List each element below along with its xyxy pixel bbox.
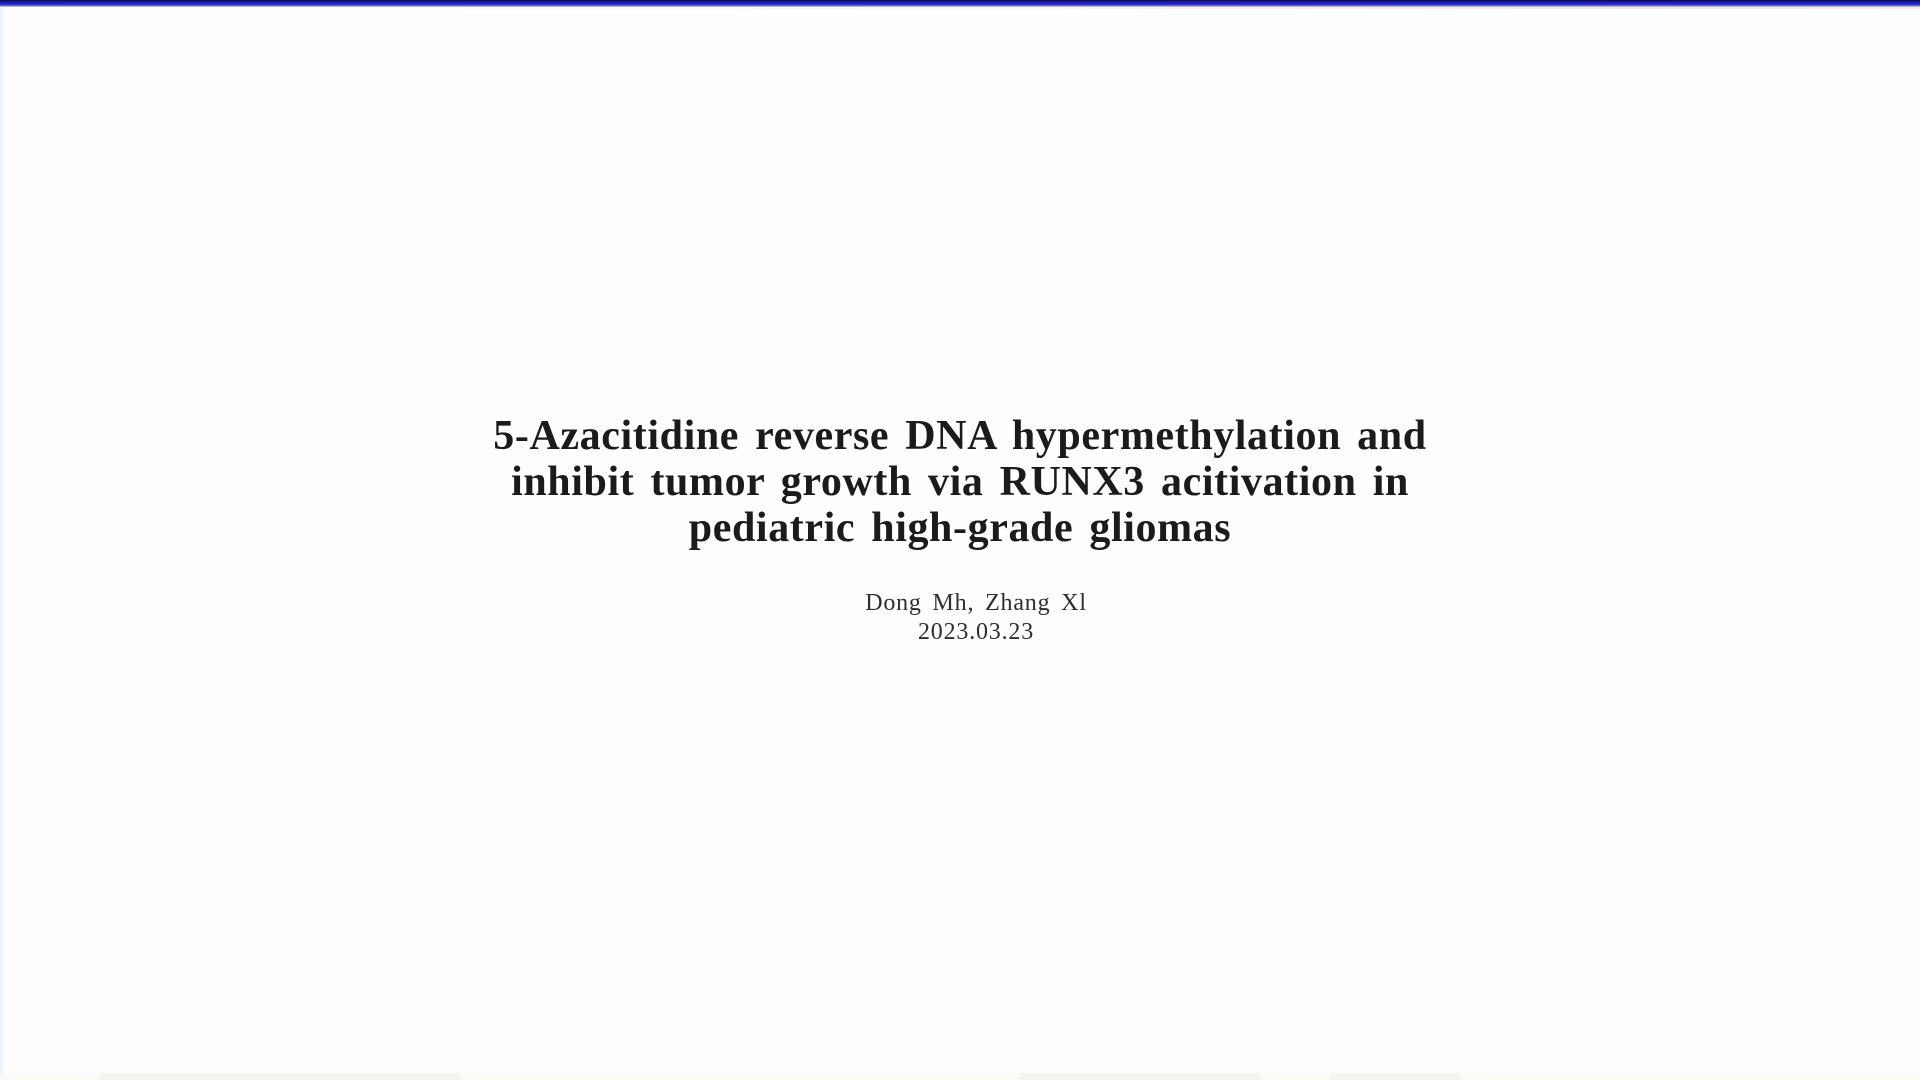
- slide-date: 2023.03.23: [918, 619, 1034, 645]
- top-blue-bar: [0, 0, 1920, 7]
- slide-authors: Dong Mh, Zhang Xl: [865, 590, 1087, 616]
- slide-title-line-1: 5-Azacitidine reverse DNA hypermethylation and: [493, 413, 1427, 459]
- slide-byline: [0, 589, 1920, 647]
- slide-title-line-2: inhibit tumor growth via RUNX3 acitivation in: [511, 459, 1409, 505]
- slide-title: [0, 413, 1920, 551]
- top-bar-underline-artifact: [0, 7, 1920, 9]
- bottom-edge-segment: [100, 1073, 460, 1080]
- bottom-edge-segment: [1020, 1073, 1260, 1080]
- slide-title-line-3: pediatric high-grade gliomas: [688, 505, 1232, 551]
- bottom-edge-segment: [1330, 1073, 1460, 1080]
